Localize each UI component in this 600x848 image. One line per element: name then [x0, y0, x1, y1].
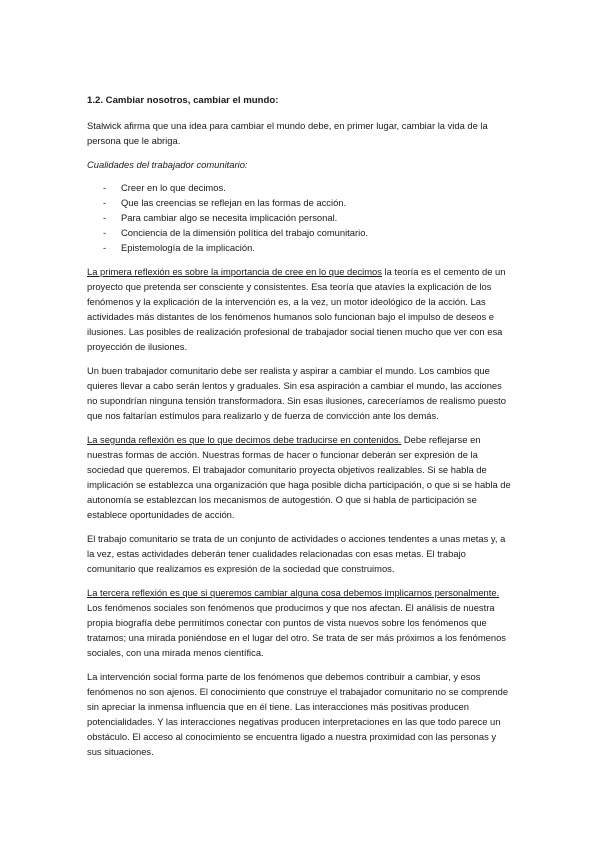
- list-item: - Para cambiar algo se necesita implicación personal.: [103, 212, 338, 223]
- first-reflection-paragraph: [87, 264, 512, 354]
- qualities-list: [87, 180, 512, 255]
- first-reflection-underlined: La primera reflexión es sobre la importancia de cree en lo que decimos: [87, 266, 382, 277]
- intro-paragraph: Stalwick afirma que una idea para cambiar el mundo debe, en primer lugar, cambiar la vida de la persona que le abriga.: [87, 120, 488, 146]
- list-item: - Creer en lo que decimos.: [103, 182, 226, 193]
- second-reflection-text: Debe reflejarse en nuestras formas de acción. Nuestras formas de hacer o funcionar deberán ser expresión de la sociedad que queremos. El trabajador comunitario proyecta objetivos realizables. Si se habla de implicación se establezca una organización que haga posible dicha participación, o que si se habla de autonomía se establezcan los mecanismos de autogestión. O que si habla de participación se establece oportunidades de acción.: [87, 434, 511, 520]
- list-item-text: Conciencia de la dimensión política del trabajo comunitario.: [121, 227, 369, 238]
- third-reflection-paragraph: [87, 585, 512, 660]
- community-work-paragraph: El trabajo comunitario se trata de un conjunto de actividades o acciones tendentes a unas metas y, a la vez, estas actividades deberán tener cualidades relacionadas con esas metas. El trabajo comunitario que realizamos es expresión de la sociedad que construimos.: [87, 533, 506, 574]
- third-reflection-underlined: La tercera reflexión es que si queremos cambiar alguna cosa debemos implicarnos personalmente.: [87, 587, 500, 598]
- list-item-text: Creer en lo que decimos.: [121, 182, 226, 193]
- list-item: - Conciencia de la dimensión política del trabajo comunitario.: [103, 227, 369, 238]
- list-item-text: Que las creencias se reflejan en las formas de acción.: [121, 197, 347, 208]
- list-item: - Epistemología de la implicación.: [103, 242, 255, 253]
- list-item-text: Epistemología de la implicación.: [121, 242, 255, 253]
- second-reflection-paragraph: [87, 432, 512, 522]
- list-item-text: Para cambiar algo se necesita implicación personal.: [121, 212, 338, 223]
- list-item: - Que las creencias se reflejan en las formas de acción.: [103, 197, 347, 208]
- second-reflection-underlined: La segunda reflexión es que lo que decimos debe traducirse en contenidos.: [87, 434, 402, 445]
- social-intervention-paragraph: La intervención social forma parte de los fenómenos que debemos contribuir a cambiar, y esos fenómenos no son ajenos. El conocimiento que construye el trabajador comunitario no se comprende sin apreciar la inmensa influencia que en él tiene. Las interacciones más positivas producen potencialidades. Y las interacciones negativas producen interpretaciones en las que todo parece un obstáculo. El acceso al conocimiento se encuentra ligado a nuestra proximidad con las personas y sus situaciones.: [87, 671, 509, 757]
- third-reflection-text: Los fenómenos sociales son fenómenos que producimos y que nos afectan. El análisis de nuestra propia biografía debe permitimos conectar con puntos de vista nuevos sobre los fenómenos que tratamos; una mirada poniéndose en el lugar del otro. Se trata de ser más próximos a los fenómenos sociales, con una mirada menos científica.: [87, 602, 506, 658]
- qualities-title: Cualidades del trabajador comunitario:: [87, 159, 248, 170]
- first-reflection-text: la teoría es el cemento de un proyecto que pretenda ser consciente y consistentes. Esa teoría que atavíes la explicación de los fenómenos y la explicación de la intervención es, a la vez, un motor ideológico de la acción. Las actividades más distantes de los fenómenos humanos solo funcionan bajo el impulso de deseos e ilusiones. Las posibles de realización profesional de trabajador social tienen mucho que ver con esa proyección de ilusiones.: [87, 266, 506, 352]
- document-page: [87, 93, 512, 768]
- realism-paragraph: Un buen trabajador comunitario debe ser realista y aspirar a cambiar el mundo. Los cambios que quieres llevar a cabo serán lentos y graduales. Sin esa aspiración a cambiar el mundo, las acciones no supondrían ninguna tensión transformadora. Sin esas ilusiones, careceríamos de realismo puesto que nos faltarían estímulos para realizarlo y de fuerza de convicción ante los demás.: [87, 365, 506, 421]
- section-heading: 1.2. Cambiar nosotros, cambiar el mundo:: [87, 95, 279, 106]
